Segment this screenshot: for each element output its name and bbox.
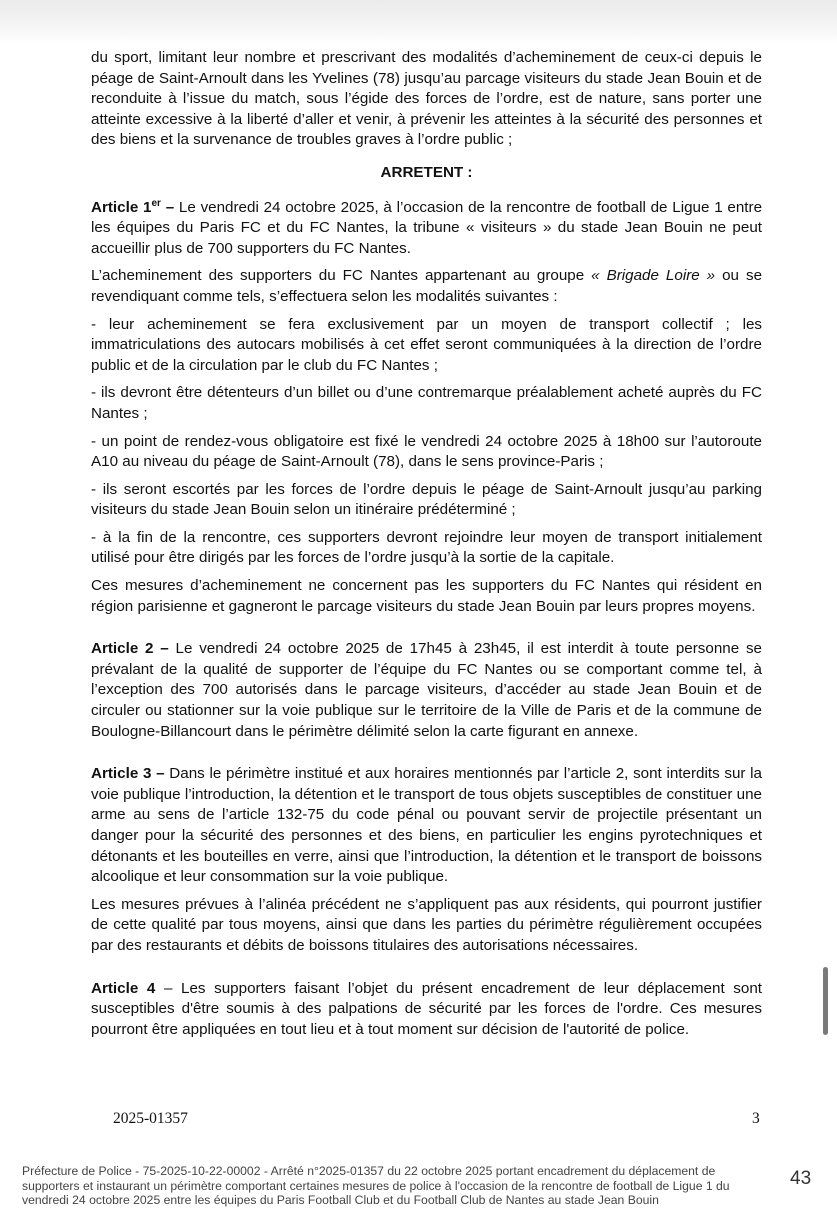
bullet-item: - ils devront être détenteurs d’un billet ou d’une contremarque préalablement acheté auprès du FC Nantes ; xyxy=(91,384,762,422)
article-1-group-paragraph: L’acheminement des supporters du FC Nantes appartenant au groupe « Brigade Loire » ou se revendiquant comme tels, s’effectuera selon les modalités suivantes : xyxy=(91,267,763,305)
viewer-page-counter: 43 xyxy=(790,1168,812,1189)
article-3-second-paragraph: Les mesures prévues à l’alinéa précédent ne s’appliquent pas aux résidents, qui pourront justifier de cette qualité par tous moyens, ainsi que dans les parties du périmètre régulièrement occupées par des restaurants et débits de boissons titulaires des autorisations nécessaires. xyxy=(91,895,762,954)
article-3-text: Dans le périmètre institué et aux horaires mentionnés par l’article 2, sont interdits sur la voie publique l’introduction, la détention et le transport de tous objets susceptibles de constituer une arme au sens de l’article 132-75 du code pénal ou pouvant servir de projectile présentant un danger pour la sécurité des personnes et des biens, en particulier les engins pyrotechniques et détonants et les bouteilles en verre, ainsi que l’introduction, la détention et le transport de boissons alcoolique et leur consommation sur la voie publique. xyxy=(91,765,763,886)
section-title: ARRETENT : xyxy=(380,163,473,181)
page-number: 3 xyxy=(752,1110,760,1127)
article-3-paragraph xyxy=(91,764,762,888)
document-number: 2025-01357 xyxy=(113,1110,188,1127)
article-1-text: Le vendredi 24 octobre 2025, à l’occasion de la rencontre de football de Ligue 1 entre les équipes du Paris FC et du FC Nantes, la tribune « visiteurs » du stade Jean Bouin ne peut accueillir plus de 700 supporters du FC Nantes. xyxy=(91,198,763,257)
article-2-paragraph xyxy=(91,639,762,742)
top-shadow xyxy=(0,0,837,45)
article-4-paragraph xyxy=(91,979,762,1041)
article-4-text: – Les supporters faisant l’objet du présent encadrement de leur déplacement sont susceptibles d'être soumis à des palpations de sécurité par les forces de l'ordre. Ces mesures pourront être appliquées en tout lieu et à tout moment sur décision de l'autorité de police. xyxy=(91,979,763,1038)
article-1-paragraph xyxy=(91,198,762,260)
scrollbar-thumb[interactable] xyxy=(823,967,828,1035)
document-body xyxy=(91,48,762,1047)
bullet-item: - leur acheminement se fera exclusivement par un moyen de transport collectif ; les immatriculations des autocars mobilisés à cet effet seront communiquées à la direction de l’ordre public et de la circulation par le club du FC Nantes ; xyxy=(91,315,762,374)
bullet-item: - à la fin de la rencontre, ces supporters devront rejoindre leur moyen de transport initialement utilisé pour être dirigés par les forces de l’ordre jusqu’à la sortie de la capitale. xyxy=(91,528,762,567)
group-name: « Brigade Loire » xyxy=(591,267,716,285)
intro-paragraph: du sport, limitant leur nombre et prescrivant des modalités d’acheminement de ceux-ci depuis le péage de Saint-Arnoult dans les Yvelines (78) jusqu’au parcage visiteurs du stade Jean Bouin et de reconduite à l’issue du match, sous l’égide des forces de l’ordre, est de nature, sans porter une atteinte excessive à la liberté d’aller et venir, à prévenir les atteintes à la sécurité des personnes et des biens et la survenance de troubles graves à l’ordre public ; xyxy=(91,49,762,149)
article-4-label: Article 4 xyxy=(91,979,156,997)
article-1-label: Article 1er – xyxy=(91,197,175,216)
article-2-label: Article 2 – xyxy=(91,640,169,658)
article-1-closing: Ces mesures d’acheminement ne concernent pas les supporters du FC Nantes qui résident en région parisienne et gagneront le parcage visiteurs du stade Jean Bouin par leurs propres moyens. xyxy=(91,577,762,615)
article-2-text: Le vendredi 24 octobre 2025 de 17h45 à 23h45, il est interdit à toute personne se prévalant de la qualité de supporter de l’équipe du FC Nantes ou se comportant comme tel, à l’exception des 700 autorisés dans le parcage visiteurs, d’accéder au stade Jean Bouin et de circuler ou stationner sur la voie publique sur le territoire de la Ville de Paris et de la commune de Boulogne-Billancourt dans le périmètre délimité selon la carte figurant en annexe. xyxy=(91,640,762,740)
bullet-item: - un point de rendez-vous obligatoire est fixé le vendredi 24 octobre 2025 à 18h00 sur l’autoroute A10 au niveau du péage de Saint-Arnoult (78), dans le sens province-Paris ; xyxy=(91,432,762,471)
footer-reference: Préfecture de Police - 75-2025-10-22-00002 - Arrêté n°2025-01357 du 22 octobre 2025 portant encadrement du déplacement de supporters et instaurant un périmètre comportant certaines mesures de police à l'occasion de la rencontre de football de Ligue 1 du vendredi 24 octobre 2025 entre les équipes du Paris Football Club et du Football Club de Nantes au stade Jean Bouin xyxy=(22,1164,730,1207)
bullet-item: - ils seront escortés par les forces de l’ordre depuis le péage de Saint-Arnoult jusqu’au parking visiteurs du stade Jean Bouin selon un itinéraire prédéterminé ; xyxy=(91,480,762,519)
article-3-label: Article 3 – xyxy=(91,765,165,783)
